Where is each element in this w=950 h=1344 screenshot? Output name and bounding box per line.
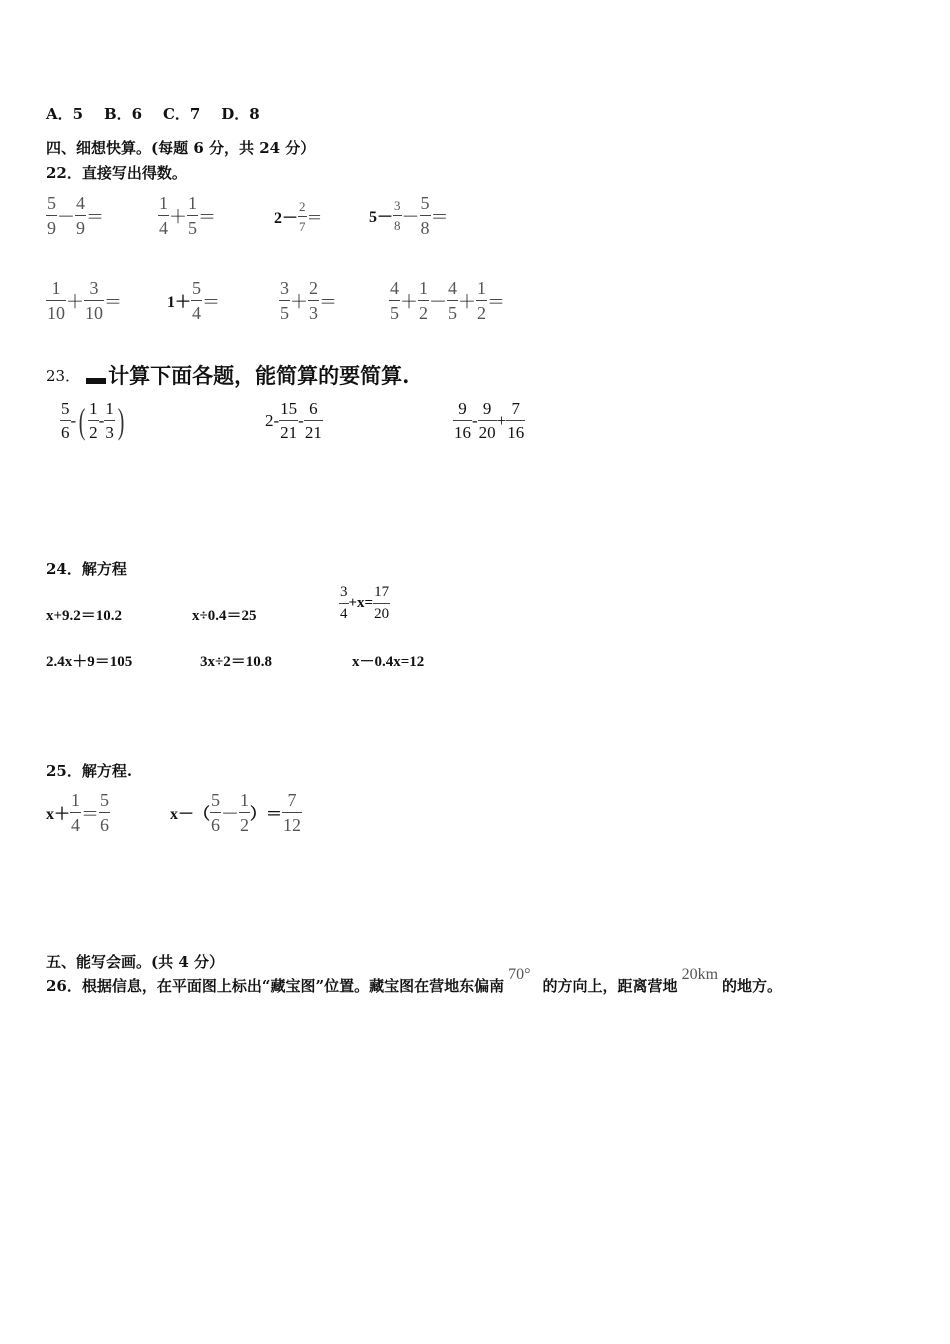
q23-expr-2 [265, 400, 323, 441]
fraction-bar [393, 215, 402, 216]
right-paren: ) [117, 400, 125, 441]
marker-icon [86, 378, 106, 384]
fraction [191, 279, 202, 322]
denominator: 20 [478, 423, 496, 442]
equals: ＝ [430, 206, 449, 227]
fraction [298, 200, 307, 233]
fraction [84, 279, 104, 322]
denominator: 4 [340, 606, 348, 622]
fraction [308, 279, 319, 322]
numerator: 9 [458, 399, 467, 418]
numerator: 4 [390, 278, 399, 298]
fraction [60, 400, 71, 441]
numerator: 1 [71, 790, 81, 810]
equals: ＝ [306, 210, 323, 227]
prefix: x＋ [46, 806, 71, 823]
fraction [46, 279, 66, 322]
fraction-bar [304, 420, 323, 421]
fraction-bar [420, 215, 431, 216]
fraction-bar [60, 420, 71, 421]
fraction-bar [279, 420, 298, 421]
q22-label: 22．直接写出得数。 [46, 164, 187, 182]
q24-eq6: x－0.4x=12 [352, 654, 425, 670]
q24-eq4: 2.4x＋9＝105 [46, 654, 133, 670]
q22-item-4 [369, 194, 449, 237]
equals: ＝ [319, 291, 337, 312]
prefix: x－（ [170, 806, 211, 823]
operator: + [496, 410, 507, 430]
fraction-bar [339, 603, 349, 604]
q22-item-2 [158, 194, 216, 237]
operator: ＋ [290, 291, 308, 312]
denominator: 4 [192, 303, 202, 323]
q23-heading [46, 360, 409, 390]
section5-title: 五、能写会画。(共 4 分） [46, 953, 224, 971]
q23-expr-3 [453, 400, 525, 441]
numerator: 2 [299, 199, 306, 214]
numerator: 5 [47, 193, 56, 213]
q26-part1: 26．根据信息，在平面图上标出“藏宝图”位置。藏宝图在营地东偏南 [46, 977, 505, 995]
operator: - [98, 410, 105, 430]
fraction [279, 279, 290, 322]
fraction [393, 199, 402, 232]
fraction [476, 279, 487, 322]
denominator: 12 [283, 815, 302, 835]
operator: － [57, 206, 75, 227]
numerator: 5 [211, 790, 221, 810]
q22-item-1 [46, 194, 104, 237]
denominator: 3 [105, 423, 114, 442]
suffix: ）＝ [250, 806, 283, 823]
equals: ＝ [86, 206, 104, 227]
fraction-bar [210, 812, 221, 813]
fraction-bar [70, 812, 81, 813]
numerator: 17 [374, 584, 390, 600]
numerator: 6 [309, 399, 318, 418]
denominator: 10 [85, 303, 103, 323]
numerator: 1 [105, 399, 114, 418]
numerator: 2 [309, 278, 318, 298]
fraction [506, 400, 525, 441]
operator: - [70, 410, 77, 430]
fraction-bar [88, 420, 99, 421]
numerator: 15 [280, 399, 298, 418]
numerator: 4 [76, 193, 85, 213]
denominator: 16 [507, 423, 525, 442]
numerator: 4 [448, 278, 457, 298]
denominator: 20 [374, 606, 390, 622]
equals: ＝ [198, 206, 216, 227]
denominator: 5 [448, 303, 457, 323]
left-paren: ( [78, 400, 86, 441]
denominator: 8 [420, 218, 430, 238]
denominator: 3 [309, 303, 318, 323]
fraction [304, 400, 323, 441]
prefix: 2－ [274, 210, 299, 227]
fraction-bar [46, 300, 66, 301]
denominator: 9 [76, 218, 85, 238]
fraction [447, 279, 458, 322]
denominator: 2 [89, 423, 98, 442]
prefix: 5－ [369, 209, 394, 226]
fraction [70, 791, 81, 834]
q24-label: 24．解方程 [46, 560, 127, 578]
fraction-bar [239, 812, 250, 813]
fraction-bar [418, 300, 429, 301]
operator: - [298, 410, 304, 430]
prefix: 1＋ [167, 294, 192, 311]
denominator: 2 [240, 815, 250, 835]
fraction [418, 279, 429, 322]
numerator: 5 [192, 278, 202, 298]
fraction [75, 194, 86, 237]
numerator: 1 [188, 193, 197, 213]
numerator: 3 [340, 584, 348, 600]
fraction-bar [46, 215, 57, 216]
q22-item-8 [389, 279, 505, 322]
fraction-bar [279, 300, 290, 301]
q22-item-5 [46, 279, 122, 322]
denominator: 8 [394, 218, 401, 233]
fraction-bar [373, 603, 390, 604]
operator: ＋ [169, 206, 187, 227]
fraction-bar [506, 420, 525, 421]
q24-eq1: x+9.2＝10.2 [46, 608, 123, 624]
angle-value: 70° [508, 966, 531, 983]
fraction-bar [99, 812, 110, 813]
fraction [210, 791, 221, 834]
q25-label: 25．解方程. [46, 762, 133, 780]
fraction [453, 400, 472, 441]
fraction-bar [478, 420, 497, 421]
choice-b: B．6 [103, 105, 143, 123]
q22-item-3 [274, 200, 323, 233]
equals: ＝ [487, 291, 505, 312]
fraction [339, 585, 349, 622]
choice-d: D．8 [221, 105, 260, 123]
fraction-bar [298, 216, 307, 217]
denominator: 7 [299, 219, 306, 234]
choice-a: A．5 [46, 105, 84, 123]
equals: ＝ [81, 803, 100, 824]
denominator: 2 [419, 303, 428, 323]
q25-eq2 [170, 791, 302, 834]
equals: ＝ [202, 291, 221, 312]
q22-item-6 [167, 279, 220, 322]
q23-number: 23． [46, 366, 81, 385]
q26-text [46, 966, 783, 998]
fraction [373, 585, 390, 622]
fraction [282, 791, 302, 834]
middle: +x= [348, 595, 374, 611]
denominator: 6 [100, 815, 110, 835]
q25-eq1 [46, 791, 110, 834]
operator: ＋ [66, 291, 84, 312]
fraction [158, 194, 169, 237]
fraction-bar [104, 420, 115, 421]
q26-part3: 的地方。 [722, 977, 783, 995]
q23-label: 计算下面各题，能简算的要简算. [108, 363, 410, 388]
q24-eq2: x÷0.4＝25 [192, 608, 257, 624]
fraction [187, 194, 198, 237]
numerator: 1 [89, 399, 98, 418]
fraction-bar [476, 300, 487, 301]
q23-expr-1 [60, 400, 127, 441]
fraction-bar [187, 215, 198, 216]
answer-choices [46, 103, 260, 124]
fraction-bar [158, 215, 169, 216]
denominator: 16 [454, 423, 471, 442]
q24-eq3 [339, 585, 390, 622]
section4-title: 四、细想快算。(每题 6 分，共 24 分） [46, 139, 316, 157]
fraction-bar [453, 420, 472, 421]
denominator: 21 [304, 423, 322, 442]
q24-eq5: 3x÷2＝10.8 [200, 654, 272, 670]
operator: － [221, 803, 240, 824]
operator: ＋ [400, 291, 418, 312]
numerator: 5 [61, 399, 70, 418]
operator: - [472, 410, 478, 430]
numerator: 1 [240, 790, 250, 810]
fraction-bar [75, 215, 86, 216]
choice-c: C．7 [162, 105, 201, 123]
fraction-bar [447, 300, 458, 301]
fraction-bar [308, 300, 319, 301]
numerator: 1 [477, 278, 486, 298]
fraction-bar [282, 812, 302, 813]
fraction-bar [84, 300, 104, 301]
fraction [478, 400, 497, 441]
denominator: 9 [47, 218, 56, 238]
denominator: 10 [47, 303, 65, 323]
q22-item-7 [279, 279, 337, 322]
fraction [104, 400, 115, 441]
denominator: 5 [390, 303, 399, 323]
numerator: 3 [280, 278, 289, 298]
numerator: 1 [159, 193, 168, 213]
numerator: 3 [89, 278, 99, 298]
numerator: 3 [394, 198, 401, 213]
fraction [99, 791, 110, 834]
denominator: 21 [280, 423, 298, 442]
q26-part2: 的方向上，距离营地 [542, 977, 678, 995]
denominator: 5 [188, 218, 197, 238]
numerator: 5 [100, 790, 110, 810]
numerator: 7 [511, 399, 521, 418]
numerator: 1 [419, 278, 428, 298]
fraction [389, 279, 400, 322]
numerator: 5 [420, 193, 430, 213]
fraction [420, 194, 431, 237]
operator: － [401, 206, 420, 227]
fraction-bar [191, 300, 202, 301]
equals: ＝ [104, 291, 122, 312]
denominator: 6 [61, 423, 70, 442]
numerator: 7 [287, 790, 297, 810]
denominator: 6 [211, 815, 221, 835]
numerator: 1 [51, 278, 61, 298]
fraction [46, 194, 57, 237]
denominator: 4 [71, 815, 81, 835]
prefix: 2- [265, 410, 280, 430]
denominator: 5 [280, 303, 289, 323]
fraction-bar [389, 300, 400, 301]
fraction [279, 400, 298, 441]
denominator: 4 [159, 218, 168, 238]
fraction [239, 791, 250, 834]
fraction [88, 400, 99, 441]
operator: － [429, 291, 447, 312]
numerator: 9 [482, 399, 492, 418]
denominator: 2 [477, 303, 486, 323]
distance-value: 20km [681, 966, 719, 983]
operator: ＋ [458, 291, 476, 312]
